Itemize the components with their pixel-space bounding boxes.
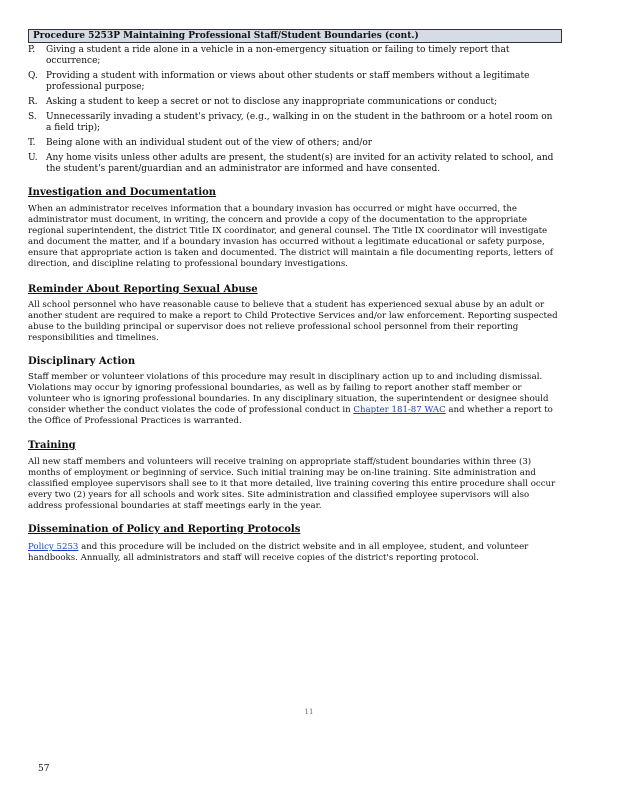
investigation-heading: Investigation and Documentation bbox=[28, 187, 217, 198]
dissemination-text: and this procedure will be included on the district website and in all employee, student, and volunteer handbooks. Annually, all administrators and staff will receive copies of the district's reporting protocol. bbox=[28, 542, 529, 563]
list-item bbox=[28, 112, 560, 134]
reminder-heading: Reminder About Reporting Sexual Abuse bbox=[28, 284, 258, 295]
list-letter: R. bbox=[28, 97, 38, 107]
list-item bbox=[28, 153, 560, 175]
packet-page-number: 57 bbox=[38, 764, 50, 774]
training-body: All new staff members and volunteers will receive training on appropriate staff/student boundaries within three (3) months of employment or beginning of service. Such initial training may be on-line training. Site administration and classified employee supervisors shall see to it that more detailed, live training covering this entire procedure shall occur every two (2) years for all schools and work sites. Site administration and classified employee supervisors will also address professional boundaries at staff meetings early in the year. bbox=[28, 457, 556, 511]
list-letter: S. bbox=[28, 112, 37, 122]
list-text: Being alone with an individual student out of the view of others; and/or bbox=[46, 138, 373, 148]
dissemination-body bbox=[28, 542, 560, 564]
list-item bbox=[28, 71, 560, 93]
list-letter: P. bbox=[28, 45, 36, 55]
list-text: Asking a student to keep a secret or not to disclose any inappropriate communications or conduct; bbox=[46, 97, 498, 107]
list-item bbox=[28, 138, 560, 149]
page-number: 11 bbox=[304, 708, 314, 716]
disciplinary-heading: Disciplinary Action bbox=[28, 356, 136, 367]
wac-chapter-link[interactable]: Chapter 181-87 WAC bbox=[353, 404, 446, 415]
policy-link[interactable]: Policy 5253 bbox=[28, 542, 79, 552]
list-text: Unnecessarily invading a student's privacy, (e.g., walking in on the student in the bathroom or a hotel room on a field trip); bbox=[46, 112, 553, 133]
dissemination-heading: Dissemination of Policy and Reporting Protocols bbox=[28, 524, 301, 535]
list-text: Any home visits unless other adults are present, the student(s) are invited for an activity related to school, and the student's parent/guardian and an administrator are informed and have consented. bbox=[46, 153, 554, 174]
list-item bbox=[28, 97, 560, 108]
reminder-body: All school personnel who have reasonable cause to believe that a student has experienced sexual abuse by an adult or another student are required to make a report to Child Protective Services and/or law enforcement. Reporting suspected abuse to the building principal or supervisor does not relieve professional school personnel from their reporting responsibilities and timelines. bbox=[28, 300, 558, 343]
list-text: Giving a student a ride alone in a vehicle in a non-emergency situation or failing to timely report that occurrence; bbox=[46, 45, 510, 66]
list-letter: Q. bbox=[28, 71, 38, 81]
list-letter: T. bbox=[28, 138, 36, 148]
behavior-list bbox=[28, 45, 560, 179]
disciplinary-text-pre: Staff member or volunteer violations of this procedure may result in disciplinary action up to and including dismissal. Violations may occur by ignoring professional boundaries, as well as by failing to report another staff member or volunteer who is ignoring professional boundaries. In any disciplinary situation, the superintendent or designee should consider whether the conduct violates the code of professional conduct in bbox=[28, 372, 549, 415]
list-item bbox=[28, 45, 560, 67]
list-letter: U. bbox=[28, 153, 38, 163]
disciplinary-text-post: and whether a report to the Office of Professional Practices is warranted. bbox=[28, 404, 553, 426]
procedure-header: Procedure 5253P Maintaining Professional Staff/Student Boundaries (cont.) bbox=[28, 29, 562, 43]
investigation-body: When an administrator receives information that a boundary invasion has occurred or might have occurred, the administrator must document, in writing, the concern and provide a copy of the documentation to the appropriate regional superintendent, the district Title IX coordinator, and general counsel. The Title IX coordinator will investigate and document the matter, and if a boundary invasion has occurred without a legitimate educational or safety purpose, ensure that appropriate action is taken and documented. The district will maintain a file documenting reports, letters of direction, and discipline relating to professional boundary investigations. bbox=[28, 204, 553, 269]
list-text: Providing a student with information or views about other students or staff members without a legitimate professional purpose; bbox=[46, 71, 530, 92]
training-heading: Training bbox=[28, 440, 76, 451]
disciplinary-body bbox=[28, 372, 560, 427]
